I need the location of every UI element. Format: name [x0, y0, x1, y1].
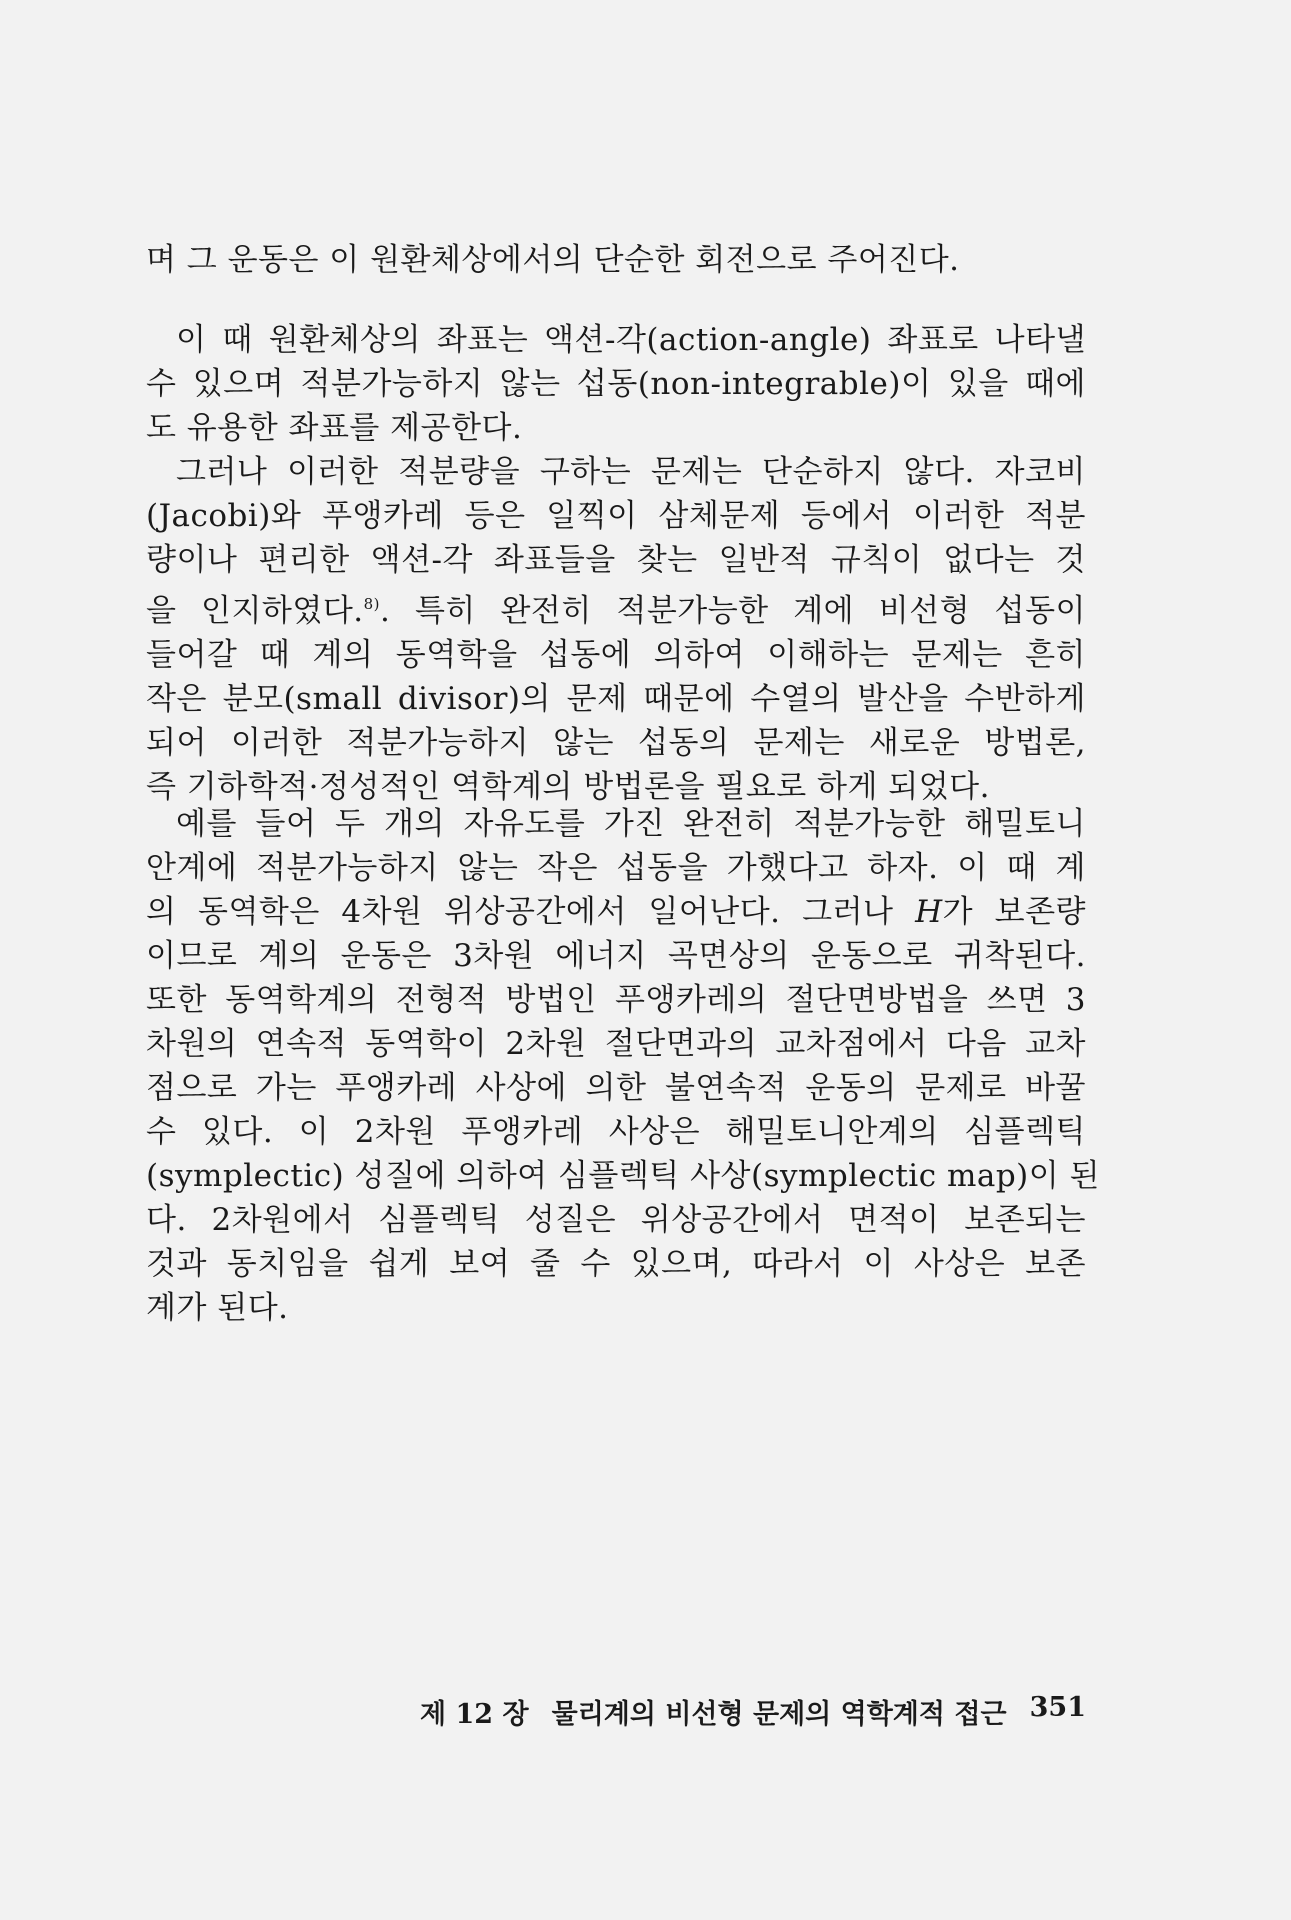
text-line: 이 때 원환체상의 좌표는 액션-각(action-angle) 좌표로 나타낼 [176, 322, 1086, 358]
body-text-top [146, 238, 1086, 282]
text-line: (symplectic) 성질에 의하여 심플렉틱 사상(symplectic map)이 된 [146, 1158, 1101, 1194]
chapter-label: 제 12 장 [420, 1699, 529, 1730]
text-line: 또한 동역학계의 전형적 방법인 푸앵카레의 절단면방법을 쓰면 3 [146, 982, 1086, 1018]
text-line: 들어갈 때 계의 동역학을 섭동에 의하여 이해하는 문제는 흔히 [146, 637, 1086, 673]
text-line: 도 유용한 좌표를 제공한다. [146, 410, 523, 446]
text-line [146, 582, 1086, 633]
text-line: 이므로 계의 운동은 3차원 에너지 곡면상의 운동으로 귀착된다. [146, 938, 1086, 974]
paragraph-1 [146, 318, 1086, 450]
text-segment: 의 동역학은 4차원 위상공간에서 일어난다. 그러나 [146, 894, 916, 930]
text-segment: . 특히 완전히 적분가능한 계에 비선형 섭동이 [380, 593, 1086, 629]
text-line: 수 있으며 적분가능하지 않는 섭동(non-integrable)이 있을 때에 [146, 366, 1086, 402]
text-line: 수 있다. 이 2차원 푸앵카레 사상은 해밀토니안계의 심플렉틱 [146, 1114, 1086, 1150]
variable-h: H [915, 894, 943, 930]
paragraph-2 [146, 450, 1086, 809]
page-footer [420, 1692, 1086, 1731]
text-line: 되어 이러한 적분가능하지 않는 섭동의 문제는 새로운 방법론, [146, 725, 1086, 761]
text-line: 다. 2차원에서 심플렉틱 성질은 위상공간에서 면적이 보존되는 [146, 1202, 1086, 1238]
text-line: 점으로 가는 푸앵카레 사상에 의한 불연속적 운동의 문제로 바꿀 [146, 1070, 1086, 1106]
footnote-marker: 8) [363, 595, 381, 613]
text-line: 작은 분모(small divisor)의 문제 때문에 수열의 발산을 수반하게 [146, 681, 1086, 717]
text-line: 차원의 연속적 동역학이 2차원 절단면과의 교차점에서 다음 교차 [146, 1026, 1086, 1062]
text-line [146, 890, 1086, 934]
text-line: 계가 된다. [146, 1290, 289, 1326]
text-line: 그러나 이러한 적분량을 구하는 문제는 단순하지 않다. 자코비 [176, 454, 1086, 490]
page-number: 351 [1029, 1692, 1086, 1723]
text-line: 것과 동치임을 쉽게 보여 줄 수 있으며, 따라서 이 사상은 보존 [146, 1246, 1086, 1282]
text-segment: 가 보존량 [942, 894, 1087, 930]
text-line: (Jacobi)와 푸앵카레 등은 일찍이 삼체문제 등에서 이러한 적분 [146, 498, 1086, 534]
text-line: 예를 들어 두 개의 자유도를 가진 완전히 적분가능한 해밀토니 [176, 806, 1086, 842]
paragraph-3 [146, 802, 1101, 1330]
chapter-title: 물리계의 비선형 문제의 역학계적 접근 [551, 1699, 1007, 1730]
text-line: 며 그 운동은 이 원환체상에서의 단순한 회전으로 주어진다. [146, 242, 960, 278]
text-line: 즉 기하학적·정성적인 역학계의 방법론을 필요로 하게 되었다. [146, 769, 990, 805]
text-line: 량이나 편리한 액션-각 좌표들을 찾는 일반적 규칙이 없다는 것 [146, 542, 1086, 578]
text-line: 안계에 적분가능하지 않는 작은 섭동을 가했다고 하자. 이 때 계 [146, 850, 1086, 886]
text-segment: 을 인지하였다. [146, 593, 364, 629]
